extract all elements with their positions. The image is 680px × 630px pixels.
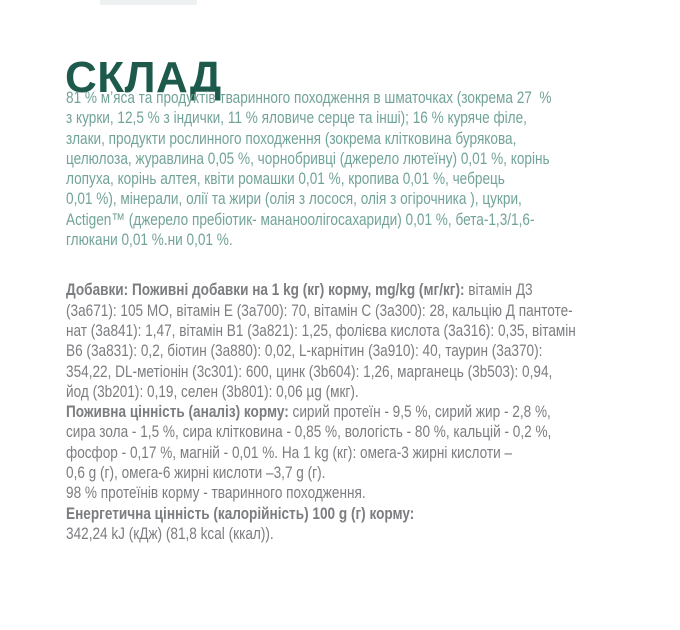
label-text-area <box>66 88 658 544</box>
additives-paragraph <box>66 280 658 402</box>
page-title: СКЛАД <box>65 53 222 103</box>
text-line: 0,01 %), мінерали, олії та жири (олія з лосося, олія з огірочника ), цукри, <box>66 189 522 209</box>
text-line: Actigen™ (джерело пребіотик- мананоолігосахариди) 0,01 %, бета-1,3/1,6- <box>66 209 535 229</box>
scan-edge-artifact <box>100 0 197 5</box>
text-line: нат (3а841): 1,47, вітамін В1 (3а821): 1,25, фолієва кислота (3а316): 0,35, вітамін <box>66 320 576 340</box>
text-line: фосфор - 0,17 %, магній - 0,01 %. На 1 kg (кг): омега-3 жирні кислоти – <box>66 442 513 462</box>
text-line: 0,6 g (г), омега-6 жирні кислоти –3,7 g (г). <box>66 463 326 483</box>
text-line: Поживна цінність (аналіз) корму: сирий протеїн - 9,5 %, сирий жир - 2,8 %, <box>66 402 551 422</box>
text-line: злаки, продукти рослинного походження (зокрема клітковина бурякова, <box>66 128 517 148</box>
text-line: (3а671): 105 МО, вітамін Е (3а700): 70, вітамін С (3а300): 28, кальцію Д пантоте- <box>66 300 573 320</box>
text-line: йод (3b201): 0,19, селен (3b801): 0,06 µg (мкг). <box>66 381 359 401</box>
text-line: целюлоза, журавлина 0,05 %, чорнобривці (джерело лютеїну) 0,01 %, корінь <box>66 148 550 168</box>
text-line: 342,24 kJ (кДж) (81,8 kcal (ккал)). <box>66 523 274 543</box>
text-line: з курки, 12,5 % з індички, 11 % яловиче серце та інші); 16 % куряче філе, <box>66 108 527 128</box>
text-line: 354,22, DL-метіонін (3с301): 600, цинк (3b604): 1,26, марганець (3b503): 0,94, <box>66 361 553 381</box>
text-line: Енергетична цінність (калорійність) 100 g (г) корму: <box>66 503 415 523</box>
text-line: сира зола - 1,5 %, сира клітковина - 0,85 %, вологість - 80 %, кальцій - 0,2 %, <box>66 422 552 442</box>
ingredients-paragraph <box>66 88 658 250</box>
text-line: лопуха, корінь алтея, квіти ромашки 0,01 %, кропива 0,01 %, чебрець <box>66 169 505 189</box>
text-line: В6 (3а831): 0,2, біотин (3а880): 0,02, L-карнітин (3а910): 40, таурин (3а370): <box>66 341 543 361</box>
text-line: глюкани 0,01 %.ни 0,01 %. <box>66 230 233 250</box>
text-line: 98 % протеїнів корму - тваринного походження. <box>66 483 366 503</box>
text-line: Добавки: Поживні добавки на 1 kg (кг) корму, mg/kg (мг/кг): вітамін Д3 <box>66 280 533 300</box>
nutrition-paragraph <box>66 402 658 544</box>
text-line: 81 % м’яса та продуктів тваринного походження в шматочках (зокрема 27 % <box>66 88 552 107</box>
